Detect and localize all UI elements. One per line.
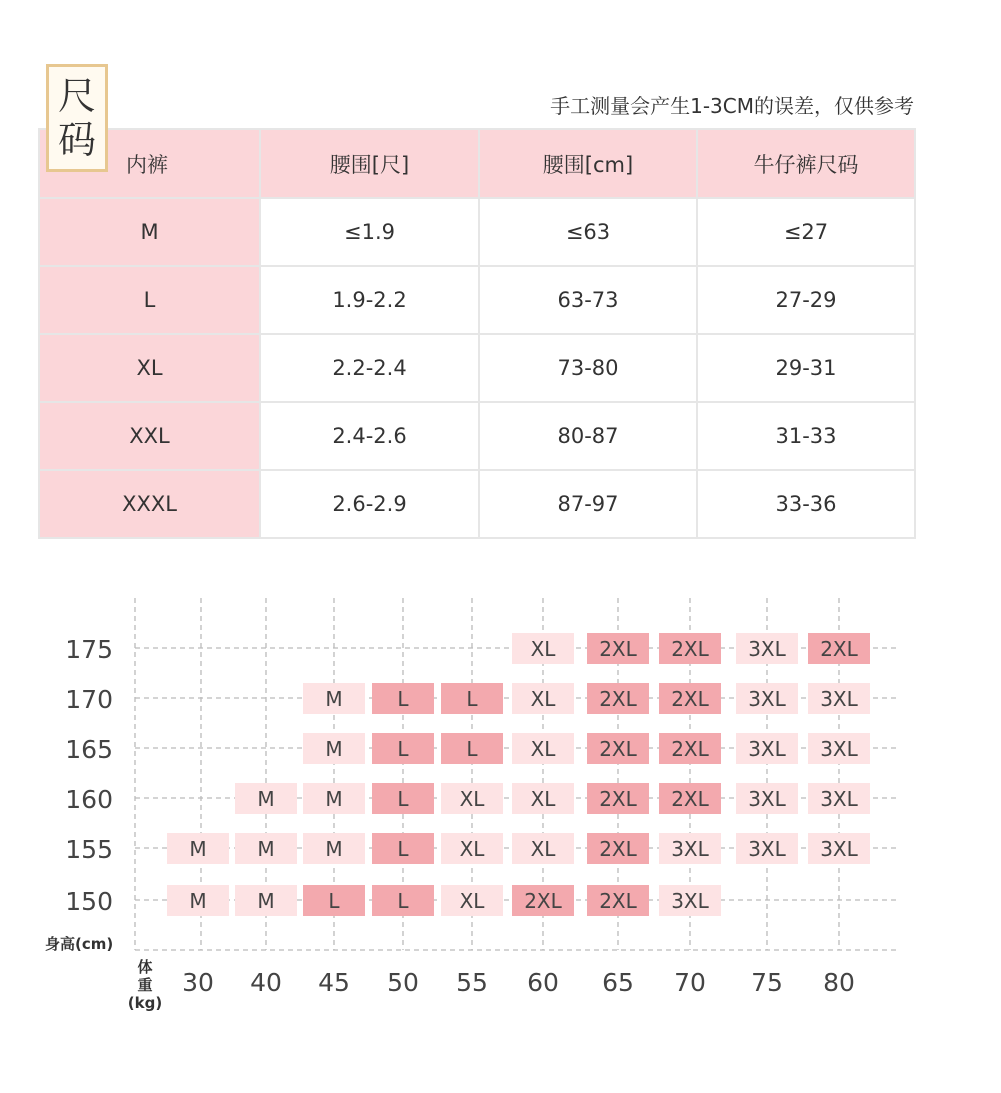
size-cell-label: 2XL xyxy=(599,637,637,661)
size-cell-label: 3XL xyxy=(820,837,858,861)
size-cell-label: M xyxy=(325,737,343,761)
size-cell-label: 3XL xyxy=(748,687,786,711)
size-cell-label: 2XL xyxy=(599,737,637,761)
size-cell-label: M xyxy=(325,787,343,811)
size-label: M xyxy=(39,198,260,266)
y-tick-label: 150 xyxy=(65,887,113,916)
size-cell-label: M xyxy=(257,787,275,811)
size-cell-label: 2XL xyxy=(599,687,637,711)
size-cell-label: 2XL xyxy=(599,787,637,811)
jeans-size-value: 33-36 xyxy=(697,470,915,538)
x-tick-label: 45 xyxy=(318,968,350,997)
size-cell-label: M xyxy=(325,837,343,861)
size-cell-label: M xyxy=(325,687,343,711)
table-row xyxy=(39,470,915,538)
stamp-char-1: 尺 xyxy=(57,74,96,118)
size-cell-label: XL xyxy=(530,837,556,861)
size-cell-label: L xyxy=(397,787,409,811)
y-axis-label: 身高(cm) xyxy=(45,935,114,953)
x-tick-label: 70 xyxy=(674,968,706,997)
x-tick-label: 50 xyxy=(387,968,419,997)
size-cell-label: M xyxy=(257,889,275,913)
x-tick-label: 55 xyxy=(456,968,488,997)
size-table xyxy=(38,128,916,539)
size-cell-label: 2XL xyxy=(671,787,709,811)
waist-chi-value: 2.6-2.9 xyxy=(260,470,479,538)
measurement-note: 手工测量会产生1-3CM的误差，仅供参考 xyxy=(550,94,914,118)
size-label: L xyxy=(39,266,260,334)
size-cell-label: L xyxy=(328,889,340,913)
size-cell-label: 3XL xyxy=(820,787,858,811)
waist-chi-value: 2.4-2.6 xyxy=(260,402,479,470)
header-jeans-size: 牛仔裤尺码 xyxy=(697,129,915,198)
waist-cm-value: ≤63 xyxy=(479,198,697,266)
size-table-header xyxy=(39,129,915,198)
x-tick-label: 40 xyxy=(250,968,282,997)
size-label: XXXL xyxy=(39,470,260,538)
size-cell-label: 3XL xyxy=(748,837,786,861)
size-cell-label: 2XL xyxy=(524,889,562,913)
waist-chi-value: ≤1.9 xyxy=(260,198,479,266)
table-row xyxy=(39,402,915,470)
size-cell-label: L xyxy=(397,687,409,711)
y-tick-label: 175 xyxy=(65,635,113,664)
size-cell-label: M xyxy=(189,889,207,913)
size-cell-label: L xyxy=(397,837,409,861)
size-cell-label: 2XL xyxy=(671,637,709,661)
size-cell-label: 3XL xyxy=(748,787,786,811)
x-tick-label: 65 xyxy=(602,968,634,997)
y-tick-label: 165 xyxy=(65,735,113,764)
header-underwear: 内裤 xyxy=(39,129,260,198)
waist-chi-value: 1.9-2.2 xyxy=(260,266,479,334)
x-tick-label: 75 xyxy=(751,968,783,997)
size-stamp xyxy=(46,64,108,172)
size-cell-label: L xyxy=(466,687,478,711)
size-cell-label: L xyxy=(397,889,409,913)
size-cell-label: 3XL xyxy=(671,837,709,861)
table-row xyxy=(39,198,915,266)
x-axis-label xyxy=(128,958,162,1012)
waist-cm-value: 87-97 xyxy=(479,470,697,538)
size-cell-label: 3XL xyxy=(671,889,709,913)
size-cell-label: 2XL xyxy=(820,637,858,661)
y-tick-label: 160 xyxy=(65,785,113,814)
x-tick-label: 30 xyxy=(182,968,214,997)
size-cell-label: 2XL xyxy=(671,687,709,711)
jeans-size-value: 31-33 xyxy=(697,402,915,470)
size-cell-label: 3XL xyxy=(748,737,786,761)
size-cell-label: XL xyxy=(530,687,556,711)
table-row xyxy=(39,334,915,402)
y-tick-label: 155 xyxy=(65,835,113,864)
x-tick-label: 80 xyxy=(823,968,855,997)
size-cell-label: XL xyxy=(459,889,485,913)
size-cell-label: 3XL xyxy=(820,687,858,711)
size-cell-label: XL xyxy=(459,837,485,861)
header-waist-cm: 腰围[cm] xyxy=(479,129,697,198)
size-label: XL xyxy=(39,334,260,402)
waist-cm-value: 63-73 xyxy=(479,266,697,334)
x-axis-label-part: 体 xyxy=(137,958,153,976)
waist-chi-value: 2.2-2.4 xyxy=(260,334,479,402)
jeans-size-value: 29-31 xyxy=(697,334,915,402)
waist-cm-value: 73-80 xyxy=(479,334,697,402)
x-tick-label: 60 xyxy=(527,968,559,997)
stamp-char-2: 码 xyxy=(57,118,96,162)
header-waist-chi: 腰围[尺] xyxy=(260,129,479,198)
x-axis-label-part: (kg) xyxy=(127,994,163,1012)
jeans-size-value: ≤27 xyxy=(697,198,915,266)
table-row xyxy=(39,266,915,334)
size-cell-label: XL xyxy=(530,737,556,761)
size-cell-label: M xyxy=(257,837,275,861)
size-cell-label: 3XL xyxy=(748,637,786,661)
waist-cm-value: 80-87 xyxy=(479,402,697,470)
height-weight-size-chart xyxy=(0,580,1001,1050)
size-cell-label: XL xyxy=(530,787,556,811)
size-cell-label: 2XL xyxy=(599,889,637,913)
jeans-size-value: 27-29 xyxy=(697,266,915,334)
size-cell-label: 2XL xyxy=(671,737,709,761)
x-axis-label-part: 重 xyxy=(137,976,153,994)
size-cell-label: XL xyxy=(459,787,485,811)
size-cell-label: M xyxy=(189,837,207,861)
size-cell-label: XL xyxy=(530,637,556,661)
size-cell-label: L xyxy=(397,737,409,761)
size-cell-label: 2XL xyxy=(599,837,637,861)
y-tick-label: 170 xyxy=(65,685,113,714)
size-label: XXL xyxy=(39,402,260,470)
size-cell-label: L xyxy=(466,737,478,761)
size-cell-label: 3XL xyxy=(820,737,858,761)
